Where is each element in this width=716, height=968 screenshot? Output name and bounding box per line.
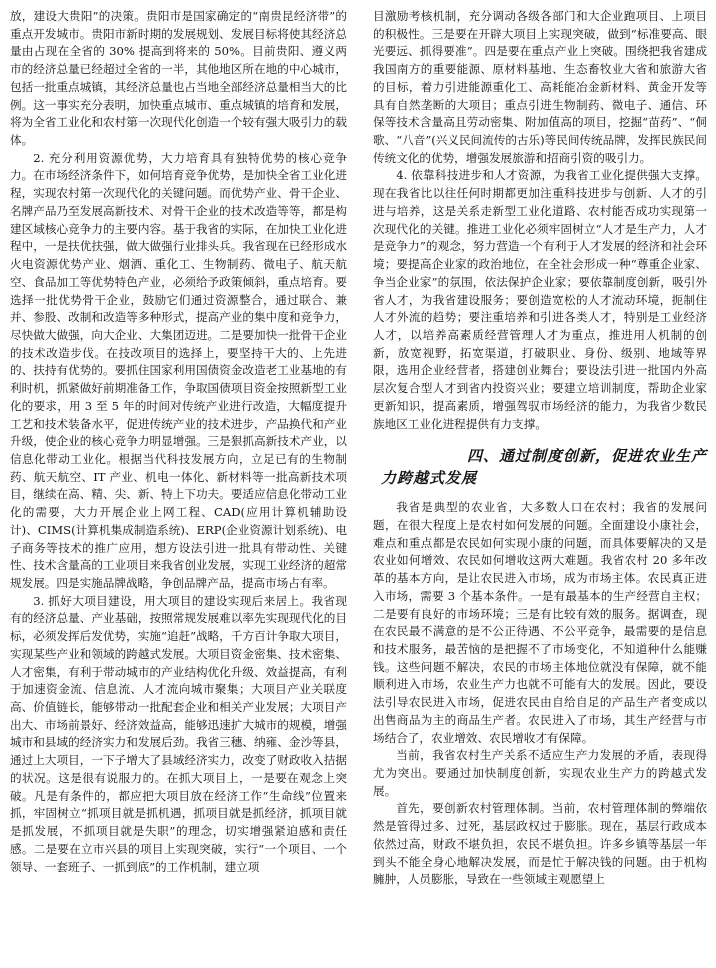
body-paragraph: 2. 充分利用资源优势，大力培育具有独特优势的核心竞争力。在市场经济条件下，如何培育竞争优势，是加快全省工业化进程，实现农村第一次现代化的关键问题。而优势产业、骨干企业、名牌产品乃至发展高新技术、对骨干企业的技术改造等等，都是构建区域核心竞争力的主要内容。基于我省的实际，在加快工业化进程中，一是扶优扶强，做大做强行业排头兵。我省现在已经形成水火电资源优势产业、烟酒、重化工、生物制药、微电子、航天航空、食品加工等优势特色产业，必须给予政策倾斜，重点培育。要选择一批优势骨干企业，鼓励它们通过资源整合，通过联合、兼并、参股、改制和改造等多种形式，提高产业的集中度和竞争力，尽快做大做强，向大企业、大集团迈进。二是要加快一批骨干企业的技术改造步伐。在技改项目的选择上，要坚持干大的、上先进的、扶持有优势的。要抓住国家利用国债资金改造老工业基地的有利时机，抓紧做好前期准备工作，争取国债项目资金按照新型工业化的要求，用 3 至 5 年的时间对传统产业进行改造，大幅度提升工艺和技术装备水平，促进传统产业的技术进步，产品换代和产业升级，使企业的核心竞争力明显增强。三是狠抓高新技术产业，以信息化带动工业化。根据当代科技发展方向，立足已有的生物制药、航天航空、IT 产业、机电一体化、新材料等一批高新技术项目，继续在高、精、尖、新、特上下功夫。要适应信息化带动工业化的需要，大力开展企业上网工程、CAD(应用计算机辅助设计)、CIMS(计算机集成制造系统)、ERP(企业资源计划系统)、电子商务等技术的推广应用，想方设法引进一批具有带动性、关键性、技术含量高的工业项目来我省创业发展，实现工业经济的超常规发展。四是实施品牌战略，争创品牌产品，提高市场占有率。 (10, 150, 347, 590)
body-paragraph: 当前，我省农村生产关系不适应生产力发展的矛盾，表现得尤为突出。要通过加快制度创新，实现农业生产力的跨越式发展。 (373, 748, 707, 798)
body-paragraph: 首先，要创新农村管理体制。当前，农村管理体制的弊端依然是管得过多、过死，基层政权过于膨胀。现在，基层行政成本依然过高，财政不堪负担，农民不堪负担。许多乡镇等基层一年到头不能全身心地解决发展，而是忙于解决钱的问题。由于机构臃肿，人员膨胀，导致在一些领域主观愿望上 (373, 801, 707, 887)
right-column (373, 8, 707, 889)
body-paragraph: 我省是典型的农业省，大多数人口在农村；我省的发展问题，在很大程度上是农村如何发展的问题。全面建设小康社会，难点和重点都是农民如何实现小康的问题，而具体要解决的又是农业如何增效、农民如何增收这两大难题。我省农村 20 多年改革的基本方向，是让农民进入市场，成为市场主体。农民真正进入市场，需要 3 个基本条件。一是有最基本的生产经营自主权；二是要有良好的市场环境；三是有比较有效的服务。据调查，现在农民最不满意的是不公正待遇、不公平竞争，最需要的是信息和技术服务，最苦恼的是把握不了市场变化，不知道种什么能赚钱。这些问题不解决，农民的市场主体地位就没有保障，就不能顺利进入市场，农业生产力也就不可能有大的发展。因此，要设法引导农民进入市场，促进农民由自给自足的产品生产者变成以出售商品为主的商品生产者。农民进入了市场，其生产经营与市场结合了，农业增效、农民增收才有保障。 (373, 500, 707, 745)
body-paragraph: 放，建设大贵阳”的决策。贵阳市是国家确定的“南贵昆经济带”的重点开发城市。贵阳市新时期的发展规划、发展目标将使其经济总量由占现在全省的 30% 提高到将来的 50%。目前贵阳、遵义两市的经济总量已经超过全省的一半，其他地区所在地的中心城市，包括一批重点城镇，其经济总量也占当地全部经济总量相当大的比例。这一事实充分表明，加快重点城市、重点城镇的培育和发展，将为全省工业化和农村第一次现代化创造一个较有强大吸引力的载体。 (10, 9, 347, 148)
section-heading-line: 力跨越式发展 (381, 469, 478, 488)
left-column (10, 8, 347, 876)
body-paragraph: 3. 抓好大项目建设，用大项目的建设实现后来居上。我省现有的经济总量、产业基础，按照常规发展难以率先实现现代化的目标，必须发挥后发优势，实施“追赶”战略，千方百计争取大项目，实现某些产业和领域的跨越式发展。大项目资金密集、技术密集、人才密集，有利于带动城市的产业结构优化升级、效益提高，有利于加速资金流、信息流、人才流向城市聚集；大项目产业关联度高、价值链长，能够带动一批配套企业和相关产业发展；大项目产出大、市场前景好、经济效益高，能够迅速扩大城市的规模，增强城市和县域的经济实力和发展后劲。我省三穗、纳雍、金沙等县，通过上大项目，一下子增大了县域经济实力，改变了财政收入拮据的状况。这是很有说服力的。在抓大项目上，一是要在观念上突破。凡是有条件的，都应把大项目放在经济工作“生命线”位置来抓，牢固树立“抓项目就是抓机遇，抓项目就是抓经济，抓项目就是抓发展，不抓项目就是失职”的理念，切实增强紧迫感和责任感。二是要在立市兴县的项目上实现突破，实行“一个项目、一个领导、一套班子、一抓到底”的工作机制，建立项 (10, 593, 347, 874)
section-heading-line: 四、通过制度创新，促进农业生产 (466, 447, 707, 466)
body-paragraph: 目激励考核机制，充分调动各级各部门和大企业跑项目、上项目的积极性。三是要在开辟大项目上实现突破，做到“标准要高、眼光要远、抓得要准”。四是要在重点产业上突破。围绕把我省建成我国南方的重要能源、原材料基地、生态畜牧业大省和旅游大省的目标，着力引进能源重化工、高耗能冶金新材料、黄金开发等具有自然垄断的大项目；重点引进生物制药、微电子、通信、环保等技术含量高且劳动密集、附加值高的项目，挖掘“苗药”、“侗歌、“八音”(兴义民间流传的古乐)等民间传统品牌，发挥民族民间传统文化的优势，增强发展旅游和招商引资的吸引力。 (373, 9, 707, 165)
body-paragraph: 4. 依靠科技进步和人才资源，为我省工业化提供强大支撑。现在我省比以往任何时期都更加注重科技进步与创新、人才的引进与培养，这是关系走新型工业化道路、农村能否成功实现第一次现代化的关键。推进工业化必须牢固树立“人才是生产力，人才是竞争力”的观念，努力营造一个有利于人才发展的经济和社会环境；要提高企业家的政治地位，在全社会形成一种“尊重企业家、争当企业家”的氛围，依法保护企业家；要依靠制度创新，吸引外省人才，为我省建设服务；要创造宽松的人才流动环境，扼制住人才外流的趋势；要注重培养和引进各类人才，特别是工业经济人才，以培养高素质经营管理人才为重点，推进用人机制的创新，放宽视野，拓宽渠道，打破职业、身份、级别、地域等界限，选用企业经营者，搭建创业舞台；要设法引进一批国内外高层次复合型人才到省内投资兴业；要建立培训制度，帮助企业家更新知识，提高素质，增强驾驭市场经济的能力，为我省少数民族地区工业化进程提供有力支撑。 (373, 168, 707, 431)
section-heading (373, 445, 707, 489)
